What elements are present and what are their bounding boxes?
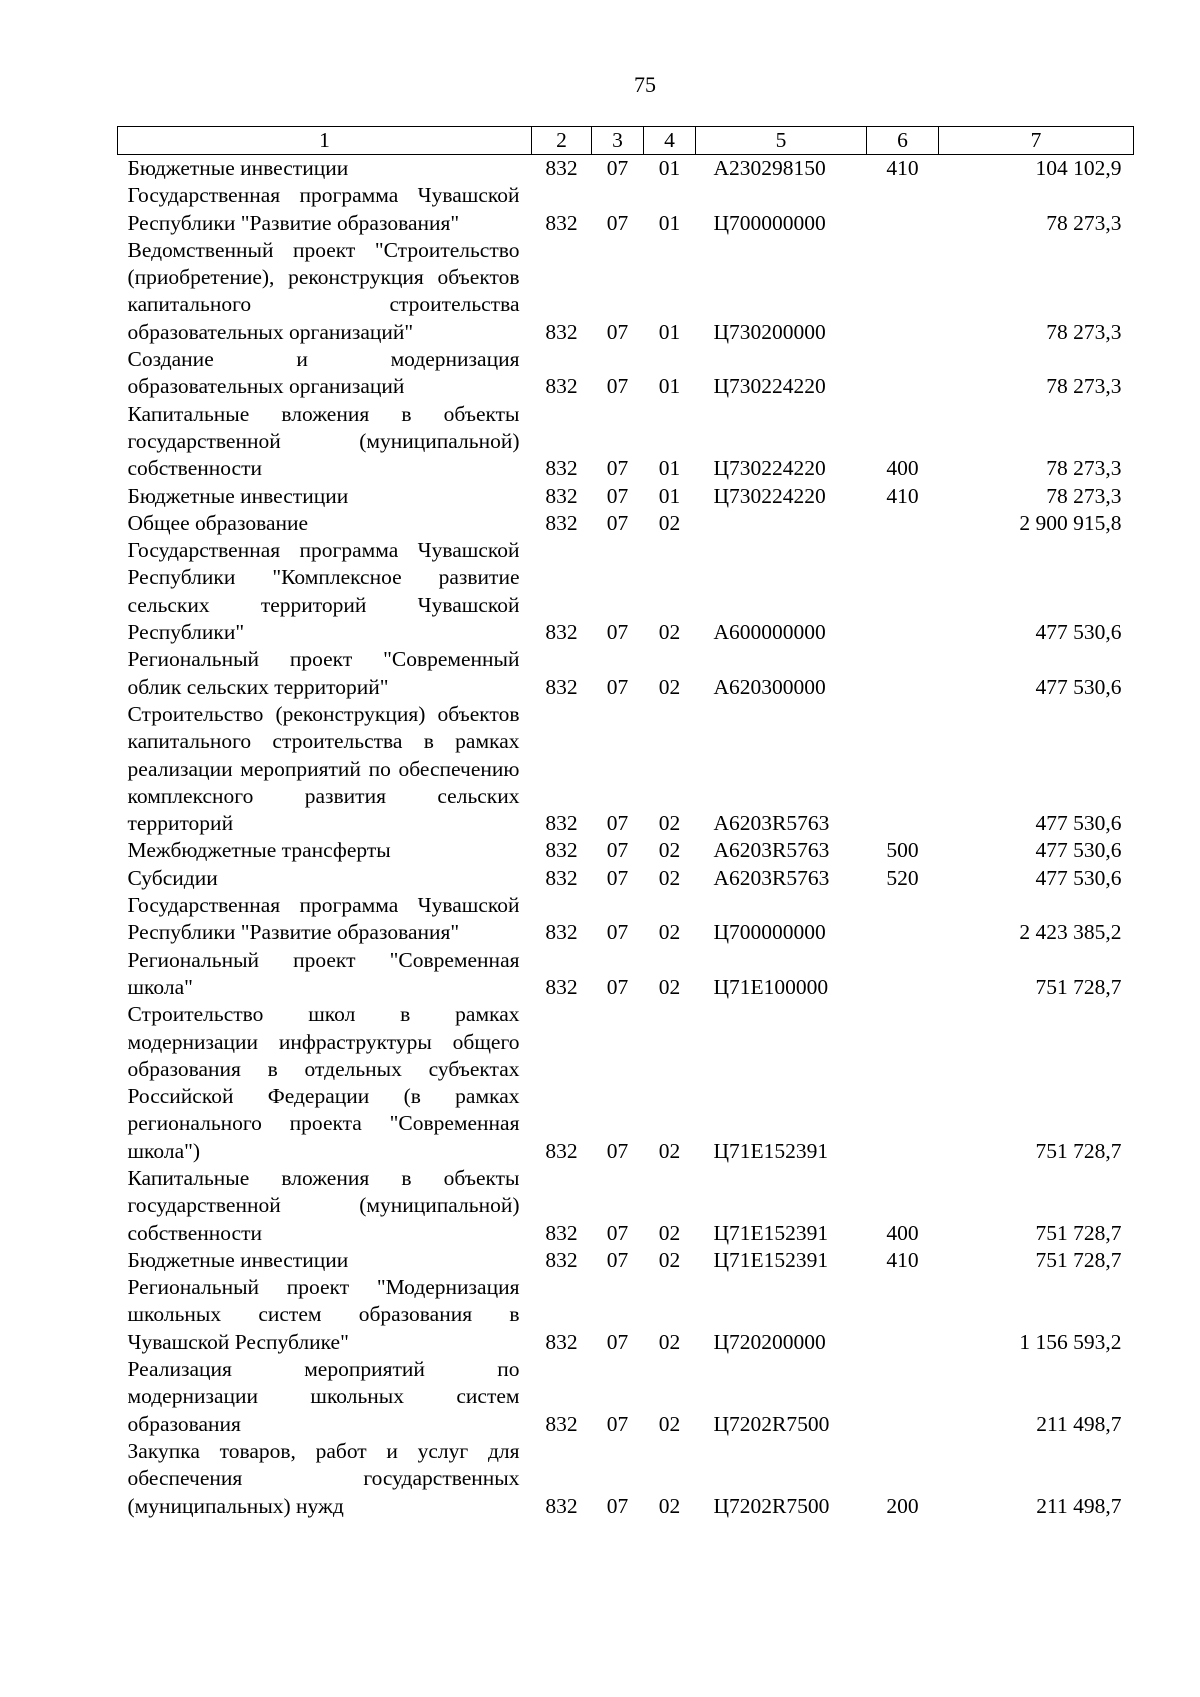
row-section-code: 07 [606,620,629,645]
row-amount: 78 273,3 [1046,210,1122,235]
row-expense-type-code: 400 [886,456,919,481]
header-cell: 4 [644,127,696,155]
row-ministry-code: 832 [545,838,578,863]
row-subsection-code: 02 [658,510,681,535]
row-target-code [696,510,867,537]
row-ministry-code: 832 [545,1220,578,1245]
table-row [118,646,1134,701]
header-row [118,127,1134,155]
row-section-code: 07 [606,865,629,890]
header-cell: 2 [532,127,592,155]
row-ministry-code: 832 [545,620,578,645]
row-subsection-code: 02 [658,1247,681,1272]
table-row [118,537,1134,646]
row-name: Капитальные вложения в объекты государственной (муниципальной) собственности [127,401,520,481]
row-ministry-code: 832 [545,920,578,945]
row-amount: 751 728,7 [1035,1138,1122,1163]
row-name: Бюджетные инвестиции [127,483,349,508]
row-expense-type-code: 410 [886,1247,919,1272]
row-expense-type-code [867,537,939,646]
row-subsection-code: 01 [658,456,681,481]
row-ministry-code: 832 [545,1411,578,1436]
table-row [118,155,1134,183]
row-subsection-code: 02 [658,1329,681,1354]
row-name: Общее образование [127,510,309,535]
row-ministry-code: 832 [545,1247,578,1272]
row-ministry-code: 832 [545,483,578,508]
row-target-code: Ц700000000 [713,210,826,235]
row-expense-type-code [867,1001,939,1165]
row-expense-type-code: 200 [886,1493,919,1518]
page-number: 75 [634,72,656,97]
row-subsection-code: 02 [658,920,681,945]
header-cell: 5 [696,127,867,155]
table-row [118,892,1134,947]
row-ministry-code: 832 [545,374,578,399]
row-expense-type-code [867,646,939,701]
row-expense-type-code: 500 [886,838,919,863]
row-amount: 477 530,6 [1035,865,1122,890]
row-ministry-code: 832 [545,510,578,535]
row-section-code: 07 [606,1247,629,1272]
row-target-code: Ц700000000 [713,920,826,945]
row-subsection-code: 02 [658,1493,681,1518]
header-cell: 6 [867,127,939,155]
row-amount: 78 273,3 [1046,456,1122,481]
row-ministry-code: 832 [545,811,578,836]
row-amount: 78 273,3 [1046,483,1122,508]
budget-table [117,126,1134,1520]
row-expense-type-code [867,1274,939,1356]
row-name: Региональный проект "Современный облик сельских территорий" [127,647,520,699]
row-target-code: Ц730224220 [713,456,826,481]
row-ministry-code: 832 [545,456,578,481]
header-cell: 3 [592,127,644,155]
row-amount: 477 530,6 [1035,620,1122,645]
row-name: Государственная программа Чувашской Республики "Развитие образования" [127,183,520,235]
row-ministry-code: 832 [545,1329,578,1354]
row-subsection-code: 02 [658,674,681,699]
row-subsection-code: 01 [658,483,681,508]
row-amount: 751 728,7 [1035,974,1122,999]
row-amount: 78 273,3 [1046,374,1122,399]
row-amount: 751 728,7 [1035,1247,1122,1272]
row-ministry-code: 832 [545,156,578,180]
row-section-code: 07 [606,838,629,863]
row-expense-type-code: 410 [886,156,919,180]
table-row [118,182,1134,237]
row-section-code: 07 [606,210,629,235]
row-subsection-code: 01 [658,374,681,399]
row-section-code: 07 [606,1329,629,1354]
table-row [118,401,1134,483]
row-amount: 104 102,9 [1035,156,1122,180]
row-subsection-code: 02 [658,620,681,645]
row-section-code: 07 [606,1493,629,1518]
table-row [118,1356,1134,1438]
row-target-code: А6203R5763 [713,811,830,836]
row-name: Строительство школ в рамках модернизации инфраструктуры общего образования в отдельных субъектах Российской Федерации (в рамках регионального проекта "Современная школа") [127,1002,520,1163]
row-section-code: 07 [606,510,629,535]
row-expense-type-code [867,892,939,947]
row-ministry-code: 832 [545,974,578,999]
row-amount: 211 498,7 [1036,1493,1122,1518]
row-ministry-code: 832 [545,674,578,699]
row-amount: 477 530,6 [1035,811,1122,836]
table-row [118,1001,1134,1165]
row-name: Создание и модернизация образовательных организаций [127,347,520,399]
row-expense-type-code: 520 [886,865,919,890]
row-target-code: Ц7202R7500 [713,1411,830,1436]
header-cell: 1 [118,127,532,155]
row-name: Бюджетные инвестиции [127,1247,349,1272]
row-subsection-code: 02 [658,1220,681,1245]
row-ministry-code: 832 [545,319,578,344]
table-row [118,701,1134,837]
row-ministry-code: 832 [545,865,578,890]
table-row [118,1247,1134,1274]
table-row [118,1274,1134,1356]
row-expense-type-code [867,1356,939,1438]
row-target-code: Ц71Е100000 [713,974,829,999]
row-expense-type-code: 400 [886,1220,919,1245]
row-name: Государственная программа Чувашской Республики "Развитие образования" [127,893,520,945]
table-row [118,1438,1134,1520]
row-subsection-code: 02 [658,838,681,863]
row-ministry-code: 832 [545,210,578,235]
row-subsection-code: 01 [658,156,681,180]
table-row [118,346,1134,401]
header-cell: 7 [939,127,1134,155]
row-section-code: 07 [606,674,629,699]
row-name: Капитальные вложения в объекты государственной (муниципальной) собственности [127,1165,520,1245]
row-section-code: 07 [606,156,629,180]
table-row [118,865,1134,892]
row-target-code: А230298150 [713,156,826,180]
row-expense-type-code [867,947,939,1002]
row-target-code: Ц71Е152391 [713,1138,829,1163]
row-section-code: 07 [606,456,629,481]
row-target-code: Ц71Е152391 [713,1220,829,1245]
row-subsection-code: 02 [658,865,681,890]
row-section-code: 07 [606,1411,629,1436]
row-expense-type-code [867,701,939,837]
row-target-code: Ц720200000 [713,1329,826,1354]
row-name: Региональный проект "Современная школа" [127,947,520,999]
row-name: Реализация мероприятий по модернизации школьных систем образования [127,1357,520,1436]
row-subsection-code: 01 [658,210,681,235]
row-ministry-code: 832 [545,1493,578,1518]
row-section-code: 07 [606,483,629,508]
row-amount: 751 728,7 [1035,1220,1122,1245]
row-section-code: 07 [606,1138,629,1163]
row-section-code: 07 [606,1220,629,1245]
row-name: Ведомственный проект "Строительство (приобретение), реконструкция объектов капитального строительства образовательных организаций" [127,237,520,344]
row-section-code: 07 [606,920,629,945]
row-amount: 211 498,7 [1036,1411,1122,1436]
row-target-code: А620300000 [713,674,826,699]
row-target-code: Ц730224220 [713,374,826,399]
row-name: Бюджетные инвестиции [127,156,349,180]
row-target-code: Ц730224220 [713,483,826,508]
row-amount: 1 156 593,2 [1019,1329,1122,1354]
row-name: Межбюджетные трансферты [127,838,391,863]
row-name: Субсидии [127,865,218,890]
row-expense-type-code [867,510,939,537]
row-amount: 2 423 385,2 [1019,920,1122,945]
row-subsection-code: 02 [658,1411,681,1436]
row-amount: 477 530,6 [1035,838,1122,863]
row-ministry-code: 832 [545,1138,578,1163]
row-section-code: 07 [606,974,629,999]
row-section-code: 07 [606,374,629,399]
row-target-code: А6203R5763 [713,838,830,863]
row-amount: 2 900 915,8 [1019,510,1122,535]
row-target-code: А6203R5763 [713,865,830,890]
row-target-code: Ц7202R7500 [713,1493,830,1518]
budget-table-container [117,126,1133,1520]
row-amount: 477 530,6 [1035,674,1122,699]
row-subsection-code: 02 [658,974,681,999]
table-header [118,127,1134,155]
table-row [118,947,1134,1002]
row-amount: 78 273,3 [1046,319,1122,344]
row-expense-type-code: 410 [886,483,919,508]
table-row [118,237,1134,346]
row-section-code: 07 [606,811,629,836]
table-row [118,837,1134,864]
row-name: Закупка товаров, работ и услуг для обеспечения государственных (муниципальных) нужд [127,1438,520,1518]
row-expense-type-code [867,182,939,237]
row-subsection-code: 02 [658,811,681,836]
row-expense-type-code [867,237,939,346]
row-target-code: Ц71Е152391 [713,1247,829,1272]
row-subsection-code: 01 [658,319,681,344]
table-row [118,483,1134,510]
row-section-code: 07 [606,319,629,344]
row-target-code: Ц730200000 [713,319,826,344]
table-body [118,155,1134,1520]
table-row [118,510,1134,537]
table-row [118,1165,1134,1247]
row-expense-type-code [867,346,939,401]
row-target-code: А600000000 [713,620,826,645]
row-subsection-code: 02 [658,1138,681,1163]
row-name: Строительство (реконструкция) объектов капитального строительства в рамках реализации мероприятий по обеспечению комплексного развития сельских территорий [127,701,520,836]
row-name: Государственная программа Чувашской Республики "Комплексное развитие сельских территорий Чувашской Республики" [127,538,520,645]
row-name: Региональный проект "Модернизация школьных систем образования в Чувашской Республике" [127,1275,520,1354]
